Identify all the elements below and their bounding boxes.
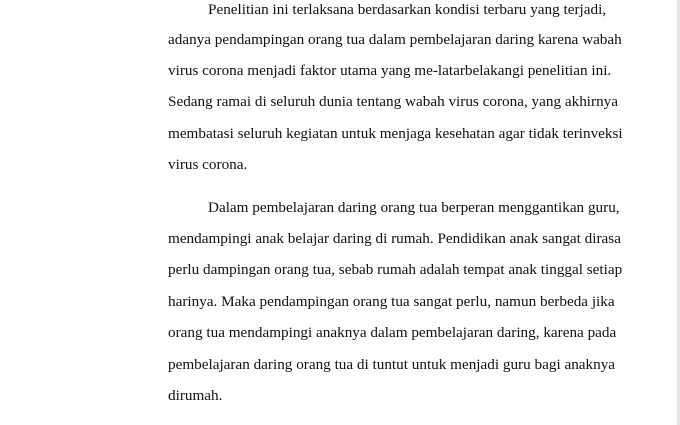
paragraph-1-line-2: adanya pendampingan orang tua dalam pembelajaran daring karena wabah xyxy=(168,31,622,48)
paragraph-2-line-7: dirumah. xyxy=(168,387,223,404)
paragraph-1-line-4: Sedang ramai di seluruh dunia tentang wabah virus corona, yang akhirnya xyxy=(168,93,619,110)
paragraph-2-line-1: Dalam pembelajaran daring orang tua berperan menggantikan guru, xyxy=(208,199,620,216)
paragraph-2-line-5: orang tua mendampingi anaknya dalam pembelajaran daring, karena pada xyxy=(168,324,617,341)
paragraph-1-line-1: Penelitian ini terlaksana berdasarkan kondisi terbaru yang terjadi, xyxy=(208,1,607,18)
paragraph-2-line-6: pembelajaran daring orang tua di tuntut untuk menjadi guru bagi anaknya xyxy=(168,356,616,373)
paragraph-2-line-2: mendampingi anak belajar daring di rumah. Pendidikan anak sangat dirasa xyxy=(168,230,621,247)
paragraph-2-line-3: perlu dampingan orang tua, sebab rumah adalah tempat anak tinggal setiap xyxy=(168,261,623,278)
paragraph-1-line-6: virus corona. xyxy=(168,156,248,173)
paragraph-1-line-5: membatasi seluruh kegiatan untuk menjaga kesehatan agar tidak terinveksi xyxy=(168,125,623,142)
paragraph-2-line-4: harinya. Maka pendampingan orang tua sangat perlu, namun berbeda jika xyxy=(168,293,615,310)
paragraph-1-line-3: virus corona menjadi faktor utama yang me-latarbelakangi penelitian ini. xyxy=(168,62,612,79)
